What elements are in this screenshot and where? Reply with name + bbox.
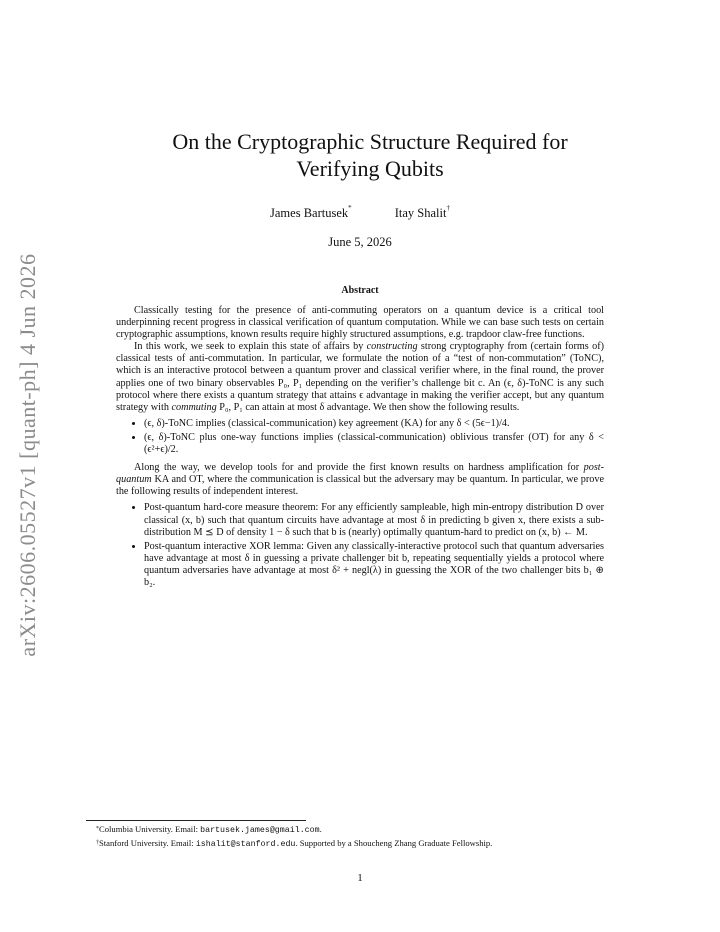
text-run: P₀, P₁ can attain at most δ advantage. We then show the following results. bbox=[216, 401, 520, 413]
independent-results-list bbox=[116, 502, 604, 589]
title-line-1: On the Cryptographic Structure Required for bbox=[172, 129, 568, 154]
author-list bbox=[0, 206, 720, 221]
list-item: • (ϵ, δ)-ToNC plus one-way functions implies (classical-communication) oblivious transfer (OT) for any δ < (ϵ²+ϵ)/2. bbox=[144, 432, 604, 456]
abstract-body bbox=[116, 305, 604, 595]
text-run: KA and OT, where the communication is classical but the adversary may be quantum. In particular, we prove the following results of independent interest. bbox=[116, 474, 604, 498]
footnote-1 bbox=[96, 823, 656, 837]
author-2 bbox=[395, 206, 450, 221]
footnote-mark: * bbox=[96, 826, 99, 832]
footnote-divider bbox=[86, 820, 306, 821]
email-link[interactable]: ishalit@stanford.edu bbox=[195, 840, 296, 849]
footnotes bbox=[96, 823, 656, 851]
abstract-paragraph-1: Classically testing for the presence of anti-commuting operators on a quantum device is a critical tool underpinning recent progress in classical verification of quantum computation. While we can base such tests on certain cryptographic assumptions, known results require highly structured assumptions, e.g. trapdoor claw-free functions. bbox=[116, 305, 604, 341]
text-run: Along the way, we develop tools for and provide the first known results on hardness amplification for bbox=[134, 462, 584, 474]
footnote-mark: † bbox=[96, 840, 99, 846]
author-footnote-mark: † bbox=[446, 204, 450, 212]
list-item: • Post-quantum interactive XOR lemma: Given any classically-interactive protocol such that quantum adversaries have advantage at most δ in guessing a private challenger bit b, repeating sequentially yields a protocol where quantum adversaries have advantage at most δ² + negl(λ) in guessing the XOR of the two challenger bits b₁ ⊕ b₂. bbox=[144, 541, 604, 589]
footnote-text: . bbox=[319, 824, 322, 834]
author-name: Itay Shalit bbox=[394, 206, 447, 220]
page-number: 1 bbox=[357, 872, 363, 884]
results-list bbox=[116, 418, 604, 456]
footnote-2 bbox=[96, 837, 656, 851]
email-link[interactable]: bartusek.james@gmail.com bbox=[200, 826, 320, 835]
author-1 bbox=[270, 206, 352, 221]
author-name: James Bartusek bbox=[270, 206, 349, 220]
emphasis: post-quantum bbox=[116, 462, 604, 486]
abstract-paragraph-2 bbox=[116, 341, 604, 414]
paper-title bbox=[110, 128, 630, 182]
arxiv-identifier bbox=[6, 255, 50, 655]
abstract-paragraph-3 bbox=[116, 462, 604, 498]
author-footnote-mark: * bbox=[348, 204, 352, 212]
arxiv-identifier-text: arXiv:2606.05527v1 [quant-ph] 4 Jun 2026 bbox=[15, 253, 40, 657]
footnote-text: . Supported by a Shoucheng Zhang Graduate Fellowship. bbox=[295, 838, 493, 848]
list-item: • Post-quantum hard-core measure theorem: For any efficiently sampleable, high min-entropy distribution D over classical (x, b) such that quantum circuits have advantage at most δ in predicting b given x, there exists a sub-distribution M ⪯ D of density 1 − δ such that b is (nearly) optimally quantum-hard to predict on (x, b) ← M. bbox=[144, 502, 604, 538]
emphasis: commuting bbox=[171, 401, 217, 413]
title-line-2: Verifying Qubits bbox=[296, 156, 444, 181]
footnote-text: Columbia University. Email: bbox=[99, 824, 201, 834]
text-run: In this work, we seek to explain this state of affairs by bbox=[134, 341, 367, 353]
abstract-heading: Abstract bbox=[341, 285, 379, 296]
paper-date: June 5, 2026 bbox=[328, 235, 392, 249]
footnote-text: Stanford University. Email: bbox=[99, 838, 196, 848]
text-run: strong cryptography from (certain forms of) classical tests of anti-commutation. In particular, we formulate the notion of a “test of non-commutation” (ToNC), which is an interactive protocol between a quantum prover and classical verifier where, in the final round, the prover applies one of two binary observables P₀, P₁ depending on the verifier’s challenge bit c. An (ϵ, δ)-ToNC is any such protocol where there exists a quantum strategy that attains ϵ advantage in making the verifier accept, but any quantum strategy with bbox=[116, 341, 604, 413]
list-item: • (ϵ, δ)-ToNC implies (classical-communication) key agreement (KA) for any δ < (5ϵ−1)/4. bbox=[144, 418, 604, 430]
emphasis: constructing bbox=[366, 341, 418, 353]
